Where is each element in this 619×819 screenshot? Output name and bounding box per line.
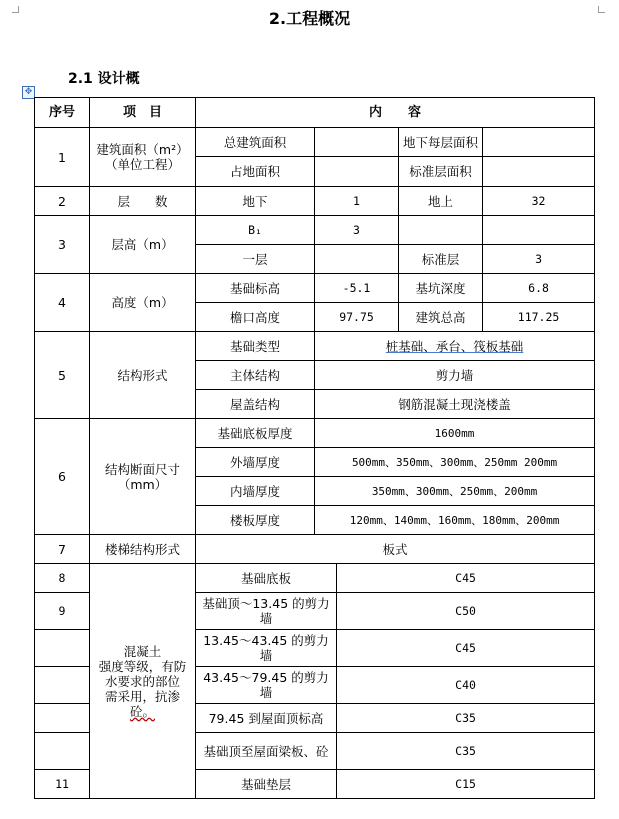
- cell-label: 檐口高度: [196, 303, 315, 332]
- row-seq: 1: [35, 128, 90, 187]
- cell-label: 地下每层面积: [399, 128, 483, 157]
- cell-value: 板式: [196, 535, 595, 564]
- cell-label: 楼板厚度: [196, 506, 315, 535]
- cell-value: -5.1: [315, 274, 399, 303]
- table-row: [35, 419, 595, 448]
- cell-label: B₁: [196, 216, 315, 245]
- cell-value: 500mm、350mm、300mm、250mm 200mm: [315, 448, 595, 477]
- cell-value: [483, 216, 595, 245]
- cell-value: [315, 157, 399, 187]
- row-seq: 9: [35, 593, 90, 630]
- table-row: [35, 187, 595, 216]
- cell-label: 地下: [196, 187, 315, 216]
- cell-label: 13.45～43.45 的剪力墙: [196, 630, 337, 667]
- cell-value: 120mm、140mm、160mm、180mm、200mm: [315, 506, 595, 535]
- row-seq: [35, 704, 90, 733]
- row-seq: 8: [35, 564, 90, 593]
- cell-value: [315, 245, 399, 274]
- row-item: 楼梯结构形式: [90, 535, 196, 564]
- project-overview-table: [34, 97, 595, 799]
- cell-value: [315, 128, 399, 157]
- cell-value: C15: [337, 770, 595, 799]
- row-seq: [35, 630, 90, 667]
- row-seq: 11: [35, 770, 90, 799]
- cell-label: 标准层: [399, 245, 483, 274]
- cell-value: C45: [337, 630, 595, 667]
- document-title: 2.工程概况: [268, 9, 351, 28]
- row-item-line: 强度等级，有防: [98, 658, 187, 674]
- row-seq: 6: [35, 419, 90, 535]
- cell-value: C35: [337, 704, 595, 733]
- row-item: 层高（m）: [90, 216, 196, 274]
- cell-value: [483, 157, 595, 187]
- section-heading: 2.1 设计概: [68, 71, 140, 87]
- row-seq: 4: [35, 274, 90, 332]
- table-row: [35, 216, 595, 245]
- row-item-line: 混凝土: [123, 643, 162, 659]
- cell-label: 基础类型: [196, 332, 315, 361]
- cell-label: 基础顶～13.45 的剪力墙: [196, 593, 337, 630]
- cell-label: 43.45～79.45 的剪力墙: [196, 667, 337, 704]
- row-seq: [35, 733, 90, 770]
- cell-value: 1600mm: [315, 419, 595, 448]
- table-row: [35, 128, 595, 157]
- cell-value: 6.8: [483, 274, 595, 303]
- cell-value: 钢筋混凝土现浇楼盖: [315, 390, 595, 419]
- header-seq: 序号: [35, 98, 90, 128]
- cell-label: 基础垫层: [196, 770, 337, 799]
- cell-value: 3: [315, 216, 399, 245]
- cell-label: 外墙厚度: [196, 448, 315, 477]
- row-item-line: 结构断面尺寸: [104, 461, 180, 477]
- cell-value: 剪力墙: [315, 361, 595, 390]
- cell-label: 建筑总高: [399, 303, 483, 332]
- header-item: 项 目: [90, 98, 196, 128]
- cell-label: 基础底板厚度: [196, 419, 315, 448]
- cell-label: 基础底板: [196, 564, 337, 593]
- row-item-line: 需采用，抗渗: [104, 688, 180, 704]
- row-item: [90, 564, 196, 799]
- row-item-line: （单位工程）: [104, 157, 180, 172]
- cell-value: 350mm、300mm、250mm、200mm: [315, 477, 595, 506]
- row-item: [90, 419, 196, 535]
- cell-value: C45: [337, 564, 595, 593]
- row-seq: 7: [35, 535, 90, 564]
- row-seq: 5: [35, 332, 90, 419]
- cell-value: C40: [337, 667, 595, 704]
- cell-value: [483, 128, 595, 157]
- row-item: [90, 128, 196, 187]
- row-item: 高度（m）: [90, 274, 196, 332]
- table-row: [35, 535, 595, 564]
- row-seq: 3: [35, 216, 90, 274]
- cell-value: C35: [337, 733, 595, 770]
- table-row: [35, 564, 595, 593]
- row-item: 层 数: [90, 187, 196, 216]
- row-item-line: 建筑面积（m²）: [96, 142, 189, 157]
- cell-label: 79.45 到屋面顶标高: [196, 704, 337, 733]
- cell-label: 标准层面积: [399, 157, 483, 187]
- table-header-row: [35, 98, 595, 128]
- cell-value: 1: [315, 187, 399, 216]
- cell-value: 32: [483, 187, 595, 216]
- table-row: [35, 274, 595, 303]
- cell-value: C50: [337, 593, 595, 630]
- cell-text: 桩基础、承台、筏板基础: [385, 338, 524, 354]
- row-seq: [35, 667, 90, 704]
- cell-label: 地上: [399, 187, 483, 216]
- row-item-line: （mm）: [117, 476, 168, 492]
- cell-value: [315, 332, 595, 361]
- row-seq: 2: [35, 187, 90, 216]
- cell-label: 内墙厚度: [196, 477, 315, 506]
- cell-label: [399, 216, 483, 245]
- cell-value: 117.25: [483, 303, 595, 332]
- row-item-line: [91, 704, 194, 719]
- cell-label: 基坑深度: [399, 274, 483, 303]
- cell-label: 一层: [196, 245, 315, 274]
- cell-label: 基础标高: [196, 274, 315, 303]
- row-item: 结构形式: [90, 332, 196, 419]
- cell-value: 3: [483, 245, 595, 274]
- header-content: 内 容: [196, 98, 595, 128]
- cell-label: 主体结构: [196, 361, 315, 390]
- row-item-text: 砼。: [129, 703, 155, 719]
- cell-value: 97.75: [315, 303, 399, 332]
- cell-label: 屋盖结构: [196, 390, 315, 419]
- cell-label: 占地面积: [196, 157, 315, 187]
- cell-label: 基础顶至屋面梁板、砼: [196, 733, 337, 770]
- table-row: [35, 332, 595, 361]
- cell-label: 总建筑面积: [196, 128, 315, 157]
- table-move-handle-icon[interactable]: ✥: [22, 86, 35, 99]
- row-item-line: 水要求的部位: [104, 673, 180, 689]
